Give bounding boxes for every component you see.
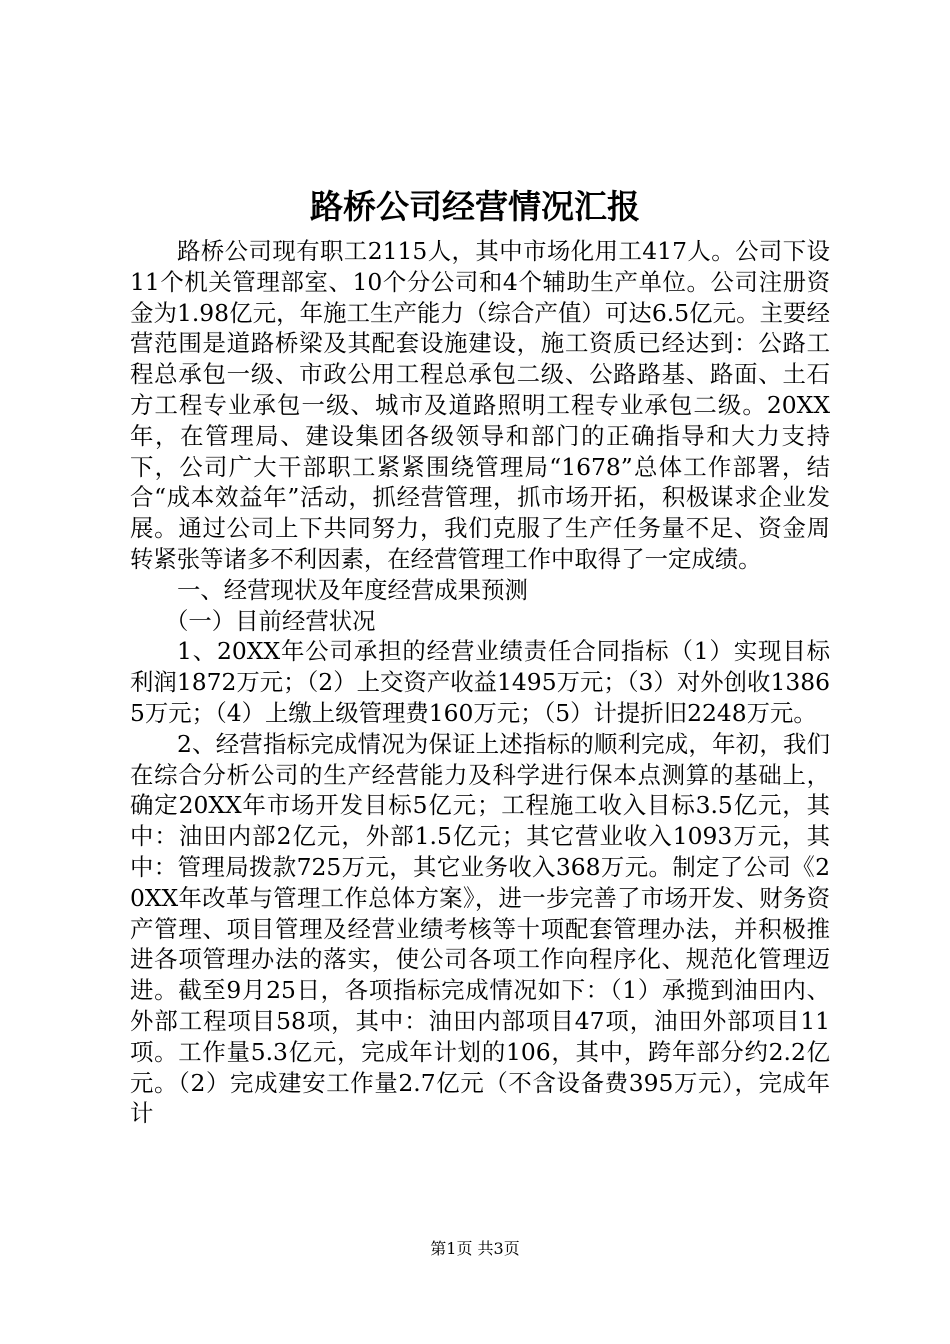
paragraph-completion-status: 2、经营指标完成情况为保证上述指标的顺利完成，年初，我们在综合分析公司的生产经营能力及科学进行保本点测算的基础上，确定20XX年市场开发目标5亿元；工程施工收入目标3.5亿元，其中：油田内部2亿元，外部1.5亿元；其它营业收入1093万元，其中：管理局拨款725万元，其它业务收入368万元。制定了公司《20XX年改革与管理工作总体方案》，进一步完善了市场开发、财务资产管理、项目管理及经营业绩考核等十项配套管理办法，并积极推进各项管理办法的落实，使公司各项工作向程序化、规范化管理迈进。截至9月25日，各项指标完成情况如下：（1）承揽到油田内、外部工程项目58项，其中：油田内部项目47项，油田外部项目11项。工作量5.3亿元，完成年计划的106，其中，跨年部分约2.2亿元。（2）完成建安工作量2.7亿元（不含设备费395万元），完成年计	[130, 729, 830, 1128]
paragraph-intro: 路桥公司现有职工2115人，其中市场化用工417人。公司下设11个机关管理部室、10个分公司和4个辅助生产单位。公司注册资金为1.98亿元，年施工生产能力（综合产值）可达6.5亿元。主要经营范围是道路桥梁及其配套设施建设，施工资质已经达到：公路工程总承包一级、市政公用工程总承包二级、公路路基、路面、土石方工程专业承包一级、城市及道路照明工程专业承包二级。20XX年，在管理局、建设集团各级领导和部门的正确指导和大力支持下，公司广大干部职工紧紧围绕管理局“1678”总体工作部署，结合“成本效益年”活动，抓经营管理，抓市场开拓，积极谋求企业发展。通过公司上下共同努力，我们克服了生产任务量不足、资金周转紧张等诸多不利因素，在经营管理工作中取得了一定成绩。	[130, 237, 830, 573]
document-body	[130, 236, 830, 1129]
document-title: 路桥公司经营情况汇报	[310, 187, 640, 226]
section-heading-1: 一、经营现状及年度经营成果预测	[177, 575, 528, 604]
subsection-heading-1: （一）目前经营状况	[165, 606, 376, 635]
page-footer: 第1页 共3页	[430, 1239, 520, 1258]
paragraph-contract-targets: 1、20XX年公司承担的经营业绩责任合同指标（1）实现目标利润1872万元；（2）上交资产收益1495万元；（3）对外创收13865万元；（4）上缴上级管理费160万元；（5）计提折旧2248万元。	[130, 637, 830, 727]
